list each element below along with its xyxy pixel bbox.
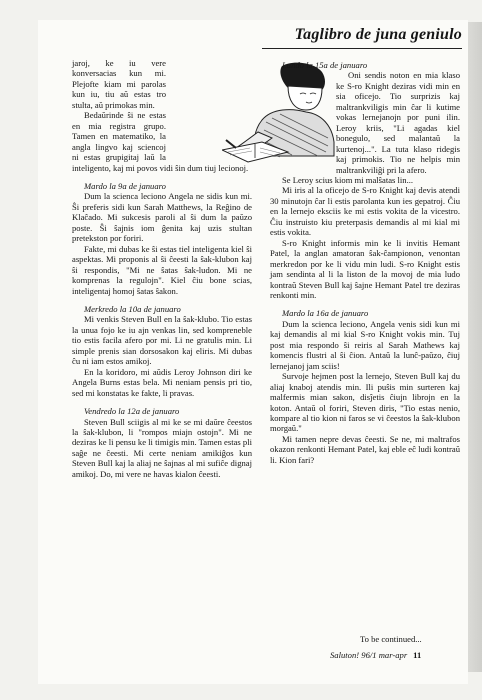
entry-paragraph: Oni sendis noton en mia klaso ke S-ro Knight deziras vidi min en sia oficejo. Tio surprizis kaj maltrankviligis min ĉar li kutime vokas lernejanojn por puni ilin. Leroy kriis, "Li agadas kiel bonegulo, sed malantaŭ la kurtenoj...". La tuta klaso ridegis kaj primokis. Tio ne helpis min maltrankviliĝi pri la afero. [336, 70, 460, 175]
entry-heading: Mardo la 9a de januaro [84, 180, 166, 191]
entry-paragraph: Se Leroy scius kiom mi malŝatas lin... [282, 174, 414, 185]
entry-paragraph: S-ro Knight informis min ke li invitis Hemant Patel, la anglan amatoran ŝak-ĉampionon, venontan merkredon por ke li vidu min ludi. S-ro Knight estis jam sendinta al li la liston de la movoj de mia ludo kontraŭ Steven Bull kaj ŝajne Hemant Patel tre deziras renkonti min. [270, 237, 460, 300]
entry-paragraph: Fakte, mi dubas ke ŝi estas tiel inteligenta kiel ŝi aspektas. Mi proponis al ŝi ĉeesti la ŝak-klubon kaj ŝi respondis, "Mi ne ŝatas ŝak-ludon. Mi ne komprenas la regulojn". Kiel ĉiu bone scias, inteligentaj homoj ŝatas ŝakon. [72, 243, 252, 296]
entry-paragraph: Dum la scienca leciono, Angela venis sidi kun mi kaj demandis al mi kial S-ro Knight vokis min. Tuj post mia respondo ŝi reiris al Sarah Mathews kaj komencis flustri al ŝi ĉion. Antaŭ la lunĉ-paŭzo, ĉiuj lernejanoj jam sciis! [270, 318, 460, 371]
page-number: 11 [413, 650, 422, 660]
to-be-continued-note: To be continued... [360, 634, 422, 644]
entry-paragraph: Survoje hejmen post la lernejo, Steven Bull kaj du aliaj knaboj atendis min. Ili puŝis min surteren kaj malfermis mian sakon, disĵetis ĉiujn librojn en la koton. Antaŭ ol foriri, Steven diris, "Tio estas nenio, kompare al tio kion ni faros se vi ĉeestos la ŝak-klubon morgaŭ." [270, 371, 460, 434]
magazine-footer [330, 650, 421, 660]
entry-heading: Merkredo la 10a de januaro [84, 303, 181, 314]
illustration-wrap-space [166, 58, 252, 162]
entry-heading: Vendredo la 12a de januaro [84, 406, 180, 417]
illustration-wrap-space [270, 70, 336, 168]
entry-paragraph: En la koridoro, mi aŭdis Leroy Johnson diri ke Angela Burns estas bela. Mi neniam pensis pri tio, sed mi konstatas ke fakte, li pravas. [72, 366, 252, 398]
page-header-title: Taglibro de juna geniulo [262, 26, 462, 49]
magazine-issue: Saluton! 96/1 mar-apr [330, 650, 408, 660]
entry-paragraph: Dum la scienca leciono Angela ne sidis kun mi. Ŝi preferis sidi kun Sarah Matthews, la Reĝino de Klaĉado. Mi sukcesis paroli al ŝi dum la paŭzo poste. Ŝi ŝajnis iom ĝenita kaj uzis stultan pretekston por foriri. [72, 191, 252, 244]
entry-paragraph: Mi iris al la oficejo de S-ro Knight kaj devis atendi 30 minutojn ĉar li estis parolanta kun ies gepatroj. Ĉiu en la lernejo eksciis ke mi estis vokita de la vicestro. Ĉiu instruisto kiu preterpasis demandis al mi kial mi estis vokita. [270, 185, 460, 238]
right-column [270, 58, 460, 465]
intro-paragraph-1: jaroj, ke iu vere konversacias kun mi. Plejofte kiam mi parolas kun iu, tiu aŭ estas tro stulta, aŭ primokas min. [72, 58, 166, 110]
entry-paragraph: Steven Bull sciigis al mi ke se mi daŭre ĉeestos la ŝak-klubon, li "rompos miajn ostojn". Mi ne deziras ke li pensu ke li timigis min. Tamen estas pli saĝe ne ĉeesti. Mi certe neniam amikiĝos kun Steven Bull kaj la aliaj ne ŝajnas al mi sufiĉe dignaj amikoj. Do, mi vere ne havas kialon ĉeesti. [72, 416, 252, 479]
entry-heading: Lundo la 15a de januaro [282, 60, 368, 70]
entry-heading: Mardo la 16a de januaro [282, 308, 369, 319]
intro-paragraph-2: Bedaŭrinde ŝi ne estas en mia registra grupo. Tamen en matematiko, la angla lingvo kaj sciencoj ni estas grupigitaj laŭ la inteligento, kaj mi povos vidi ŝin dum tiuj lecionoj. [72, 110, 249, 173]
left-column [72, 58, 252, 479]
entry-paragraph: Mi venkis Steven Bull en la ŝak-klubo. Tio estas la unua fojo ke iu ajn venkas lin, sed kompreneble tio estis facila afero por mi. Li ne gratulis min. Li simple prenis sian dorsosakon kaj eliris. Mi dubas ĉu ni iam estos amikoj. [72, 314, 252, 367]
entry-paragraph: Mi tamen nepre devas ĉeesti. Se ne, mi maltrafos okazon renkonti Hemant Patel, kaj eble eĉ ludi kontraŭ li. Kion fari? [270, 433, 460, 465]
